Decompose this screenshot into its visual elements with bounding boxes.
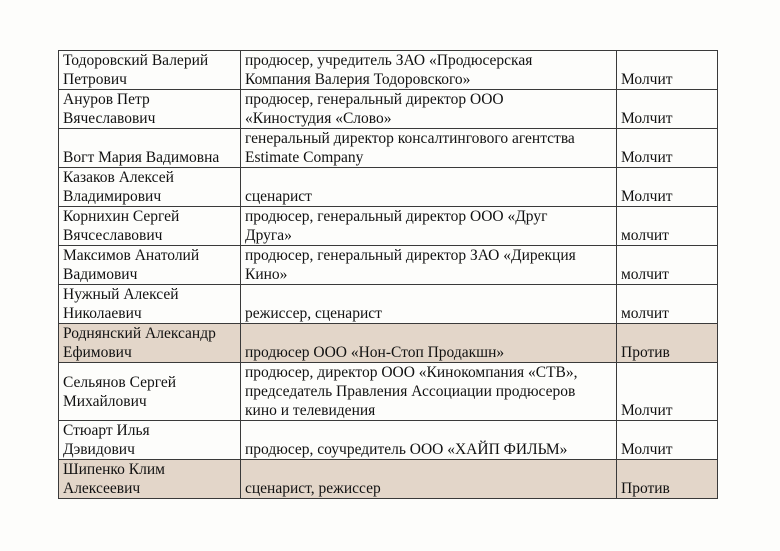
person-role: продюсер, учредитель ЗАО «Продюсерская Компания Валерия Тодоровского»	[241, 51, 617, 90]
vote-table	[58, 50, 718, 499]
person-role: продюсер, генеральный директор ЗАО «Дирекция Кино»	[241, 246, 617, 285]
person-name: Шипенко Клим Алексеевич	[59, 460, 241, 499]
vote-status: молчит	[617, 246, 718, 285]
vote-status: Молчит	[617, 90, 718, 129]
table-row	[59, 90, 718, 129]
person-role: генеральный директор консалтингового агентства Estimate Company	[241, 129, 617, 168]
table-row-highlighted	[59, 324, 718, 363]
table-row	[59, 285, 718, 324]
person-role: продюсер, генеральный директор ООО «Друг Друга»	[241, 207, 617, 246]
vote-status: Молчит	[617, 51, 718, 90]
person-name: Стюарт Илья Дэвидович	[59, 421, 241, 460]
person-role: продюсер, директор ООО «Кинокомпания «СТВ», председатель Правления Ассоциации продюсеров кино и телевидения	[241, 363, 617, 421]
table-row	[59, 129, 718, 168]
person-role: режиссер, сценарист	[241, 285, 617, 324]
person-name: Нужный Алексей Николаевич	[59, 285, 241, 324]
person-name: Ануров Петр Вячеславович	[59, 90, 241, 129]
person-name: Корнихин Сергей Вячсеславович	[59, 207, 241, 246]
table-row	[59, 421, 718, 460]
vote-status: Против	[617, 324, 718, 363]
vote-status: молчит	[617, 207, 718, 246]
person-name: Вогт Мария Вадимовна	[59, 129, 241, 168]
person-name: Сельянов Сергей Михайлович	[59, 363, 241, 421]
vote-status: Молчит	[617, 168, 718, 207]
person-role: продюсер ООО «Нон-Стоп Продакшн»	[241, 324, 617, 363]
table-row	[59, 246, 718, 285]
table-row-highlighted	[59, 460, 718, 499]
person-name: Максимов Анатолий Вадимович	[59, 246, 241, 285]
person-name: Тодоровский Валерий Петрович	[59, 51, 241, 90]
table-row	[59, 168, 718, 207]
table-row	[59, 363, 718, 421]
person-name: Роднянский Александр Ефимович	[59, 324, 241, 363]
person-role: продюсер, генеральный директор ООО «Киностудия «Слово»	[241, 90, 617, 129]
table-row	[59, 207, 718, 246]
person-role: продюсер, соучредитель ООО «ХАЙП ФИЛЬМ»	[241, 421, 617, 460]
person-role: сценарист, режиссер	[241, 460, 617, 499]
table-row	[59, 51, 718, 90]
vote-status: Молчит	[617, 129, 718, 168]
person-name: Казаков Алексей Владимирович	[59, 168, 241, 207]
vote-status: Против	[617, 460, 718, 499]
vote-status: Молчит	[617, 363, 718, 421]
vote-status: Молчит	[617, 421, 718, 460]
person-role: сценарист	[241, 168, 617, 207]
vote-status: молчит	[617, 285, 718, 324]
